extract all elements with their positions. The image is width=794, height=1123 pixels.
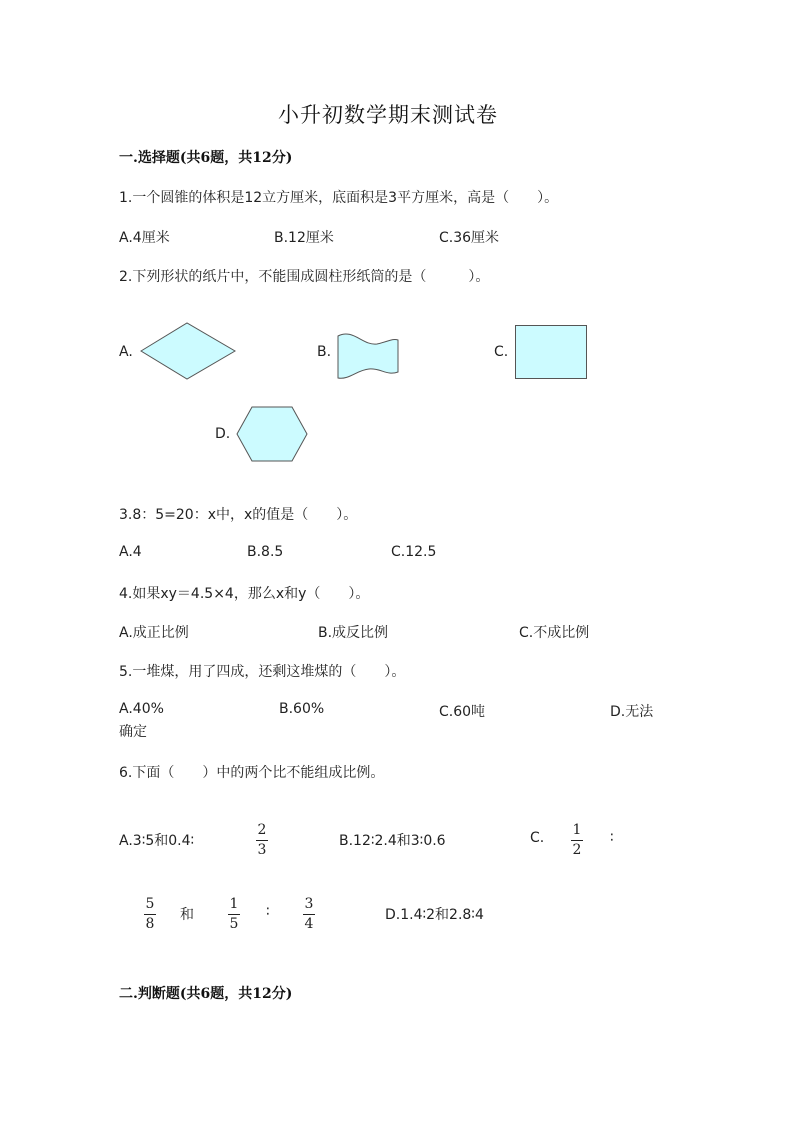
question-5-text: 5.一堆煤，用了四成，还剩这堆煤的（ ）。 (119, 664, 406, 680)
fraction-bar (303, 914, 315, 915)
question-6-option-a-prefix: A.3∶5和0.4∶ (119, 833, 195, 849)
question-4-option-c: C.不成比例 (519, 625, 590, 641)
hexagon-shape (236, 406, 308, 462)
rhombus-polygon (141, 323, 235, 379)
question-2-label-a: A. (119, 344, 133, 360)
question-6-option-b: B.12∶2.4和3∶0.6 (339, 833, 446, 849)
fraction-numerator: 1 (572, 822, 582, 838)
question-2-label-b: B. (317, 344, 332, 360)
fraction-denominator: 5 (229, 916, 239, 932)
question-6-option-c-colon-2: ∶ (266, 904, 270, 920)
wavy-sheet-path (338, 334, 398, 378)
question-1-option-c: C.36厘米 (439, 230, 500, 246)
section-heading-true-false: 二.判断题(共6题，共12分) (119, 986, 293, 1002)
fraction-denominator: 3 (257, 842, 267, 858)
section-heading-choice: 一.选择题(共6题，共12分) (119, 150, 293, 166)
fraction-denominator: 8 (145, 916, 155, 932)
fraction-bar (256, 840, 268, 841)
fraction-numerator: 2 (257, 822, 267, 838)
question-3-text: 3.8：5=20：x中，x的值是（ ）。 (119, 507, 358, 523)
question-1-text: 1.一个圆锥的体积是12立方厘米，底面积是3平方厘米，高是（ ）。 (119, 190, 559, 206)
fraction-bar (571, 840, 583, 841)
question-6-option-c-and: 和 (180, 907, 194, 923)
fraction-denominator: 4 (304, 916, 314, 932)
fraction-numerator: 1 (229, 896, 239, 912)
question-6-option-d: D.1.4∶2和2.8∶4 (385, 907, 484, 923)
question-5-option-a: A.40% (119, 701, 164, 717)
fraction-bar (144, 914, 156, 915)
rhombus-shape (140, 322, 236, 380)
question-3-option-c: C.12.5 (391, 544, 437, 560)
question-6-option-a-fraction (256, 822, 268, 859)
question-2-label-d: D. (215, 426, 231, 442)
fraction-denominator: 2 (572, 842, 582, 858)
question-4-text: 4.如果xy＝4.5×4，那么x和y（ ）。 (119, 586, 370, 602)
question-1-option-a: A.4厘米 (119, 230, 170, 246)
question-6-option-c-fraction-1 (571, 822, 583, 859)
question-6-option-c-fraction-4 (303, 896, 315, 933)
question-5-option-d-continued: 确定 (119, 724, 147, 740)
fraction-numerator: 3 (304, 896, 314, 912)
question-6-option-c-fraction-3 (228, 896, 240, 933)
question-3-option-b: B.8.5 (247, 544, 284, 560)
question-4-option-a: A.成正比例 (119, 625, 189, 641)
fraction-bar (228, 914, 240, 915)
question-2-text: 2.下列形状的纸片中，不能围成圆柱形纸筒的是（ ）。 (119, 269, 490, 285)
rectangle-rect (516, 326, 587, 379)
question-6-text: 6.下面（ ）中的两个比不能组成比例。 (119, 765, 385, 781)
question-4-option-b: B.成反比例 (318, 625, 389, 641)
fraction-numerator: 5 (145, 896, 155, 912)
question-6-option-c-colon-1: ∶ (610, 830, 614, 846)
question-6-option-c-prefix: C. (530, 830, 545, 846)
question-5-option-d: D.无法 (610, 704, 654, 720)
page-title: 小升初数学期末测试卷 (278, 103, 498, 127)
wavy-sheet-shape (337, 332, 399, 380)
question-3-option-a: A.4 (119, 544, 142, 560)
rectangle-shape (515, 325, 587, 379)
question-5-option-c: C.60吨 (439, 704, 486, 720)
question-1-option-b: B.12厘米 (274, 230, 334, 246)
question-6-option-c-fraction-2 (144, 896, 156, 933)
question-5-option-b: B.60% (279, 701, 325, 717)
hexagon-polygon (237, 407, 307, 461)
question-2-label-c: C. (494, 344, 509, 360)
